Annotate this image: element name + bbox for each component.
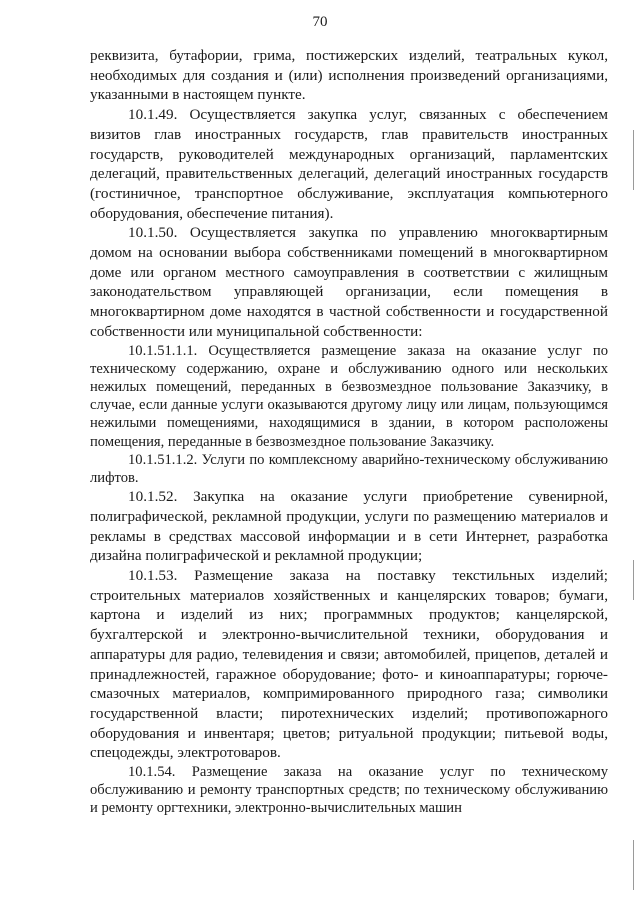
paragraph-10-1-51-1-2: 10.1.51.1.2. Услуги по комплексному аварийно-техническому обслуживанию лифтов. bbox=[90, 451, 608, 486]
document-body bbox=[90, 46, 608, 818]
page-number: 70 bbox=[312, 14, 328, 30]
paragraph-10-1-50: 10.1.50. Осуществляется закупка по управлению многоквартирным домом на основании выбора собственниками помещений в многоквартирном доме или органом местного самоуправления в соответствии с жилищным законодательством управляющей организации, если помещения в многоквартирном доме находятся в частной собственности и государственной собственности или муниципальной собственности: bbox=[90, 224, 608, 340]
scan-edge-mark bbox=[633, 840, 634, 890]
paragraph-10-1-49: 10.1.49. Осуществляется закупка услуг, связанных с обеспечением визитов глав иностранных государств, глав правительств иностранных государств, руководителей международных организаций, парламентских делегаций, правительственных делегаций, делегаций иностранных государств (гостиничное, транспортное обслуживание, эксплуатация компьютерного оборудования, обеспечение питания). bbox=[90, 106, 608, 222]
paragraph-10-1-53: 10.1.53. Размещение заказа на поставку текстильных изделий; строительных материалов хозяйственных и канцелярских товаров; бумаги, картона и изделий из них; программных продуктов; канцелярской, бухгалтерской и электронно-вычислительной техники, оборудования и аппаратуры для радио, телевидения и связи; автомобилей, прицепов, деталей и принадлежностей, гаражное оборудование; фото- и киноаппаратуры; горюче-смазочных материалов, компримированного природного газа; символики государственной власти; пиротехнических изделий; противопожарного оборудования и инвентаря; цветов; ритуальной продукции; питьевой воды, спецодежды, электротоваров. bbox=[90, 566, 608, 762]
paragraph-continuation: реквизита, бутафории, грима, постижерских изделий, театральных кукол, необходимых для создания и (или) исполнения произведений организациями, указанными в настоящем пункте. bbox=[90, 47, 608, 104]
scan-edge-mark bbox=[633, 560, 634, 600]
paragraph-10-1-54: 10.1.54. Размещение заказа на оказание услуг по техническому обслуживанию и ремонту транспортных средств; по техническому обслуживанию и ремонту оргтехники, электронно-вычислительных машин bbox=[90, 764, 608, 817]
scan-edge-mark bbox=[633, 130, 634, 190]
paragraph-10-1-51-1-1: 10.1.51.1.1. Осуществляется размещение заказа на оказание услуг по техническому содержанию, охране и обслуживанию одного или нескольких нежилых помещений, переданных в безвозмездное пользование Заказчику, в случае, если данные услуги оказываются другому лицу или лицам, пользующимся нежилыми помещениями, находящимися в здании, в котором расположены помещения, переданные в безвозмездное пользование Заказчику. bbox=[90, 342, 608, 450]
paragraph-10-1-52: 10.1.52. Закупка на оказание услуги приобретение сувенирной, полиграфической, рекламной продукции, услуги по размещению материалов и рекламы в средствах массовой информации и в сети Интернет, разработка дизайна полиграфической и рекламной продукции; bbox=[90, 488, 608, 565]
